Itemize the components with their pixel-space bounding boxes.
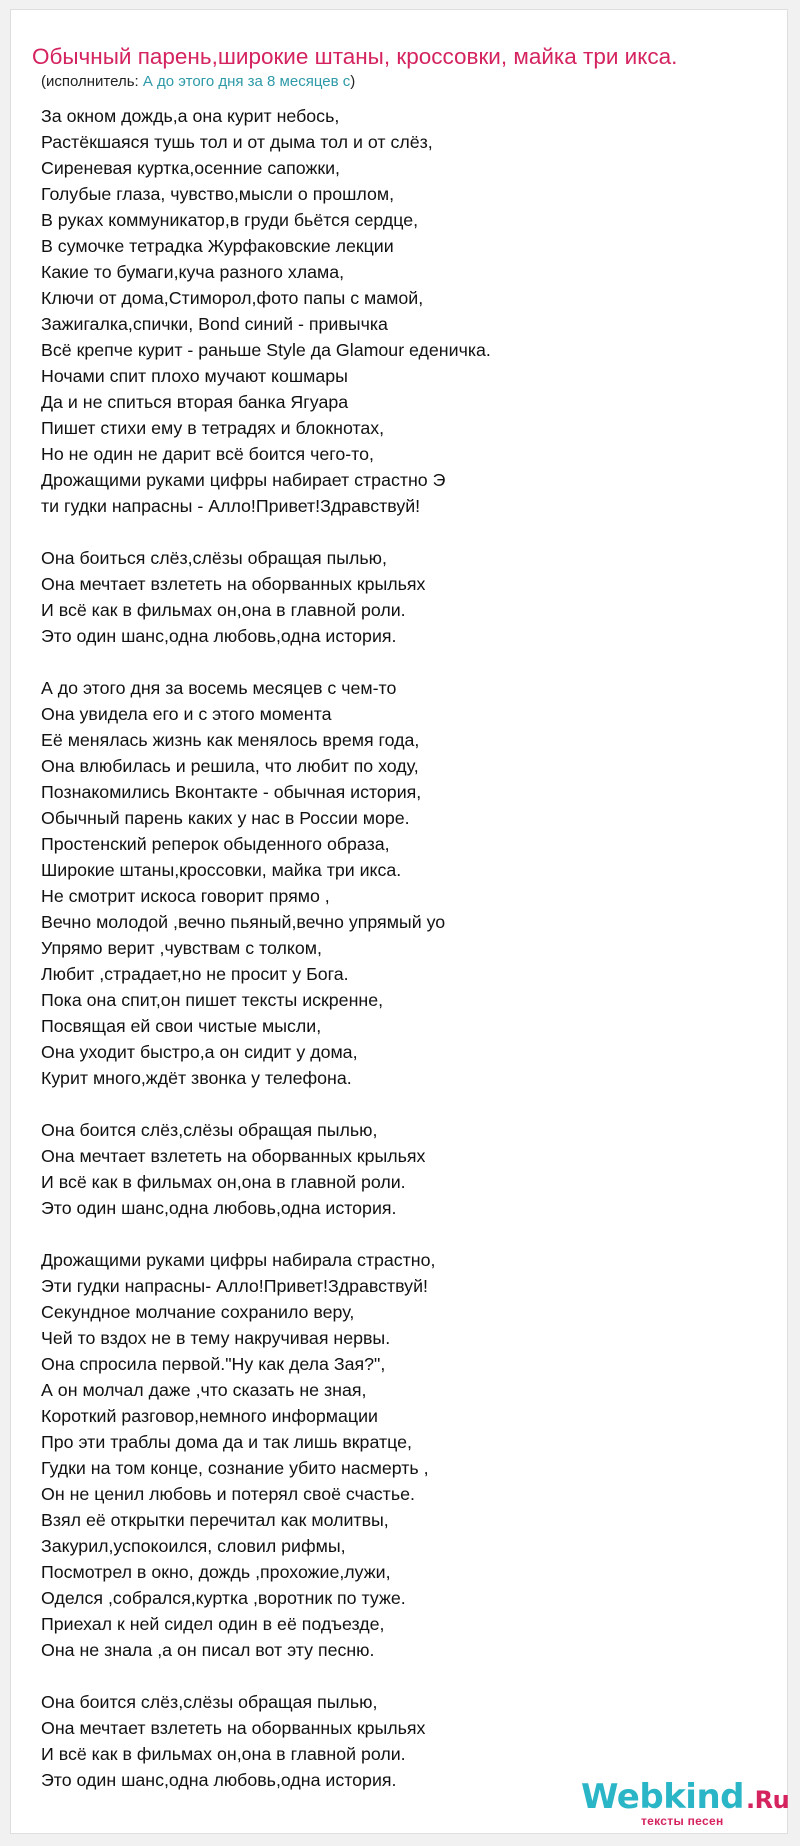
lyric-line: Гудки на том конце, сознание убито насмерть , [41,1458,429,1478]
lyric-line: Познакомились Вконтакте - обычная история, [41,782,422,802]
lyric-line: Это один шанс,одна любовь,одна история. [41,1198,397,1218]
lyric-line: Это один шанс,одна любовь,одна история. [41,1770,397,1790]
lyric-line: В руках коммуникатор,в груди бьётся сердце, [41,210,419,230]
webkind-logo[interactable] [581,1777,790,1829]
lyric-line: И всё как в фильмах он,она в главной роли. [41,1172,406,1192]
lyric-line: Её менялась жизнь как менялось время года, [41,730,420,750]
lyric-line: ти гудки напрасны - Алло!Привет!Здравствуй! [41,496,421,516]
lyric-line: Ночами спит плохо мучают кошмары [41,366,348,386]
lyric-line: Посмотрел в окно, дождь ,прохожие,лужи, [41,1562,391,1582]
lyric-line: Она спросила первой."Ну как дела Зая?", [41,1354,386,1374]
artist-prefix: (исполнитель: [41,73,143,90]
lyrics-stanza [41,675,741,1091]
lyric-line: Широкие штаны,кроссовки, майка три икса. [41,860,402,880]
lyric-line: Зажигалка,спички, Bond синий - привычка [41,314,388,334]
lyric-line: Сиреневая куртка,осенние сапожки, [41,158,340,178]
lyric-line: Короткий разговор,немного информации [41,1406,378,1426]
lyric-line: И всё как в фильмах он,она в главной роли. [41,600,406,620]
lyrics-stanza [41,1247,741,1663]
lyrics-body [41,103,741,1819]
lyric-line: Обычный парень каких у нас в России море. [41,808,410,828]
lyric-line: Растёкшаяся тушь тол и от дыма тол и от слёз, [41,132,433,152]
lyric-line: Простенский реперок обыденного образа, [41,834,390,854]
lyric-line: Он не ценил любовь и потерял своё счастье. [41,1484,415,1504]
lyrics-stanza [41,1117,741,1221]
lyric-line: Упрямо верит ,чувствам с толком, [41,938,322,958]
lyric-line: Про эти траблы дома да и так лишь вкратце, [41,1432,412,1452]
song-title: Обычный парень,широкие штаны, кроссовки, майка три икса. [32,44,678,69]
lyric-line: Любит ,страдает,но не просит у Бога. [41,964,349,984]
lyric-line: Какие то бумаги,куча разного хлама, [41,262,345,282]
lyric-line: Она увидела его и с этого момента [41,704,332,724]
lyric-line: Курит много,ждёт звонка у телефона. [41,1068,352,1088]
lyric-line: Посвящая ей свои чистые мысли, [41,1016,322,1036]
lyric-line: Голубые глаза, чувство,мысли о прошлом, [41,184,395,204]
lyric-line: За окном дождь,а она курит небось, [41,106,340,126]
lyric-line: Она боиться слёз,слёзы обращая пылью, [41,548,387,568]
logo-tagline: тексты песен [641,1814,724,1828]
lyric-line: Она уходит быстро,а он сидит у дома, [41,1042,358,1062]
lyric-line: Вечно молодой ,вечно пьяный,вечно упрямый уо [41,912,446,932]
lyric-line: Она боится слёз,слёзы обращая пылью, [41,1692,378,1712]
lyric-line: Секундное молчание сохранило веру, [41,1302,355,1322]
lyric-line: Закурил,успокоился, словил рифмы, [41,1536,346,1556]
lyric-line: Она мечтает взлететь на оборванных крыльях [41,1718,426,1738]
lyric-line: Это один шанс,одна любовь,одна история. [41,626,397,646]
lyric-line: Всё крепче курит - раньше Style да Glamour еденичка. [41,340,491,360]
lyric-line: Ключи от дома,Стиморол,фото папы с мамой, [41,288,424,308]
lyric-line: Оделся ,собрался,куртка ,воротник по туже. [41,1588,406,1608]
lyric-line: Да и не спиться вторая банка Ягуара [41,392,349,412]
lyric-line: В сумочке тетрадка Журфаковские лекции [41,236,394,256]
lyric-line: Взял её открытки перечитал как молитвы, [41,1510,389,1530]
lyric-line: Но не один не дарит всё боится чего-то, [41,444,374,464]
lyric-line: Она мечтает взлететь на оборванных крыльях [41,574,426,594]
artist-link[interactable]: А до этого дня за 8 месяцев с [142,73,351,90]
lyric-line: А он молчал даже ,что сказать не зная, [41,1380,367,1400]
lyric-line: Эти гудки напрасны- Алло!Привет!Здравствуй! [41,1276,428,1296]
lyric-line: Приехал к ней сидел один в её подъезде, [41,1614,385,1634]
lyric-line: Чей то вздох не в тему накручивая нервы. [41,1328,391,1348]
lyrics-stanza [41,103,741,519]
lyric-line: Не смотрит искоса говорит прямо , [41,886,330,906]
lyric-line: А до этого дня за восемь месяцев с чем-то [41,678,397,698]
logo-word: Webkind [581,1777,744,1817]
lyric-line: Она влюбилась и решила, что любит по ходу, [41,756,419,776]
lyric-line: И всё как в фильмах он,она в главной роли. [41,1744,406,1764]
lyric-line: Она не знала ,а он писал вот эту песню. [41,1640,375,1660]
lyric-line: Она боится слёз,слёзы обращая пылью, [41,1120,378,1140]
artist-suffix: ) [350,73,356,90]
lyric-line: Пока она спит,он пишет тексты искренне, [41,990,384,1010]
lyric-line: Дрожащими руками цифры набирала страстно, [41,1250,436,1270]
lyric-line: Пишет стихи ему в тетрадях и блокнотах, [41,418,385,438]
lyric-line: Дрожащими руками цифры набирает страстно Э [41,470,446,490]
lyric-line: Она мечтает взлететь на оборванных крыльях [41,1146,426,1166]
logo-suffix: .Ru [746,1786,790,1814]
lyrics-stanza [41,545,741,649]
artist-line [41,73,355,91]
